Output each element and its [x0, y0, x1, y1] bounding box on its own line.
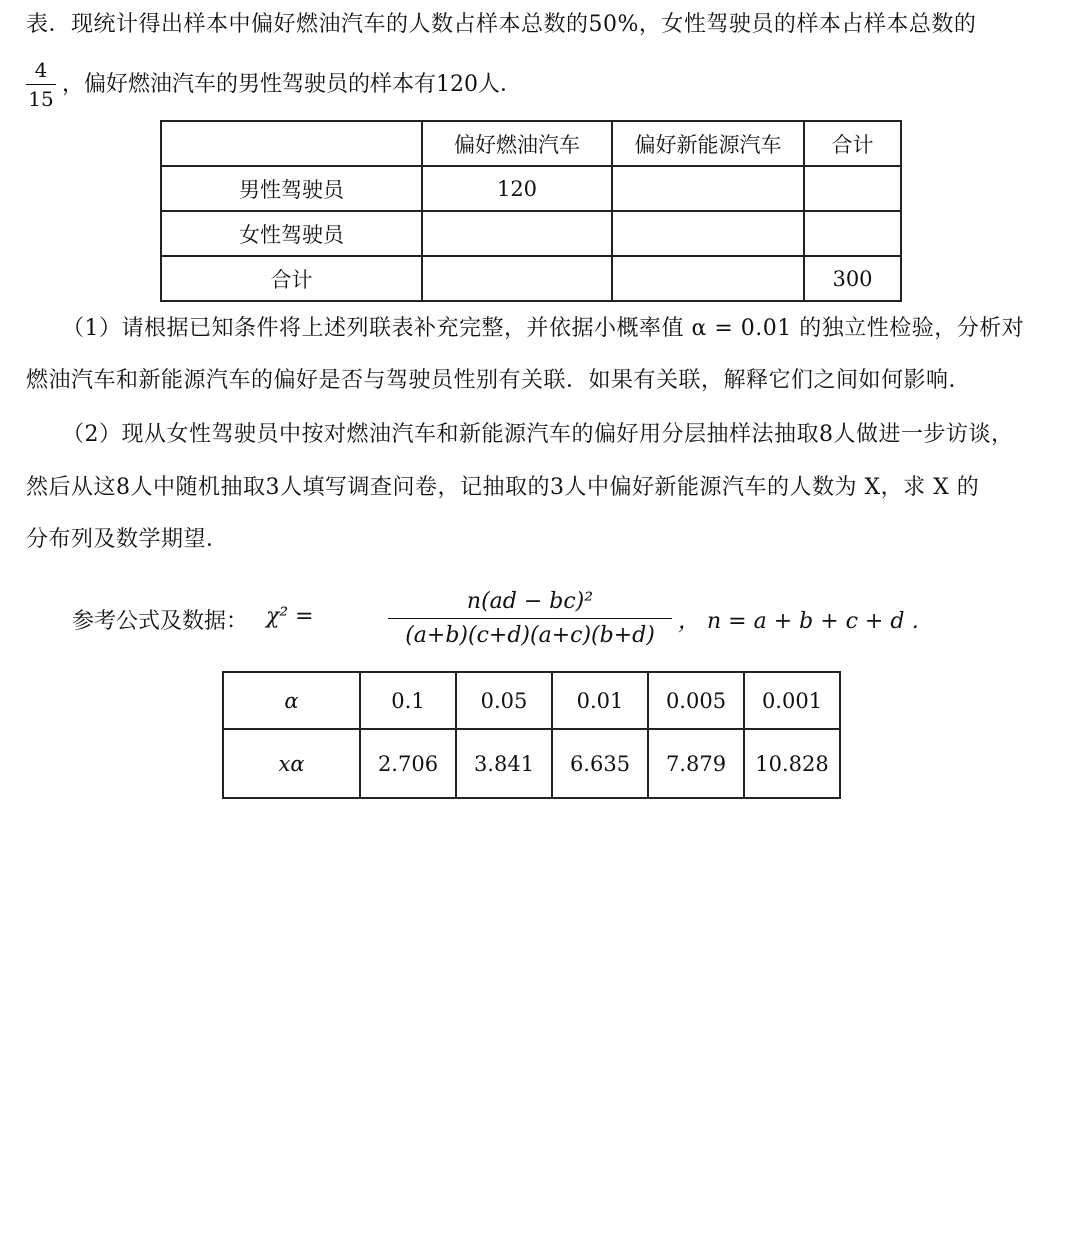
critical-alpha-2: 0.01 [552, 672, 648, 729]
cell-total-label: 合计 [161, 256, 422, 301]
critical-alpha-3: 0.005 [648, 672, 744, 729]
critical-alpha-0: 0.1 [360, 672, 456, 729]
contingency-row-male [161, 166, 901, 211]
cell-male-label: 男性驾驶员 [161, 166, 422, 211]
critical-alpha-label: α [223, 672, 360, 729]
cell-total-ev [612, 256, 804, 301]
critical-value-2: 6.635 [552, 729, 648, 798]
cell-total-total: 300 [804, 256, 901, 301]
critical-value-3: 7.879 [648, 729, 744, 798]
formula-label: 参考公式及数据： [72, 609, 249, 634]
critical-row-x [223, 729, 840, 798]
contingency-header-blank [161, 121, 422, 166]
cell-female-fuel [422, 211, 612, 256]
contingency-row-total [161, 256, 901, 301]
contingency-row-female [161, 211, 901, 256]
cell-male-fuel: 120 [422, 166, 612, 211]
formula-lhs: χ² = [266, 604, 314, 629]
question-2-line-3: 分布列及数学期望． [26, 527, 229, 552]
contingency-header-total: 合计 [804, 121, 901, 166]
intro-line-1: 表．现统计得出样本中偏好燃油汽车的人数占样本总数的50%，女性驾驶员的样本占样本总数的 [26, 12, 977, 37]
cell-female-total [804, 211, 901, 256]
critical-value-0: 2.706 [360, 729, 456, 798]
cell-female-ev [612, 211, 804, 256]
cell-female-label: 女性驾驶员 [161, 211, 422, 256]
question-1-line-2: 燃油汽车和新能源汽车的偏好是否与驾驶员性别有关联．如果有关联，解释它们之间如何影响． [26, 368, 972, 393]
formula-numerator: n(ad − bc)² [388, 588, 672, 619]
critical-value-1: 3.841 [456, 729, 552, 798]
question-2-line-2: 然后从这8人中随机抽取3人填写调查问卷，记抽取的3人中偏好新能源汽车的人数为 X，求 X 的 [26, 475, 980, 500]
critical-alpha-1: 0.05 [456, 672, 552, 729]
contingency-header-fuel: 偏好燃油汽车 [422, 121, 612, 166]
cell-male-total [804, 166, 901, 211]
fraction-four-fifteenths [26, 58, 56, 111]
critical-x-label: xα [223, 729, 360, 798]
contingency-table [160, 120, 902, 302]
critical-value-4: 10.828 [744, 729, 840, 798]
cell-total-fuel [422, 256, 612, 301]
critical-alpha-4: 0.001 [744, 672, 840, 729]
question-2-line-1: （2）现从女性驾驶员中按对燃油汽车和新能源汽车的偏好用分层抽样法抽取8人做进一步访谈， [62, 422, 1014, 447]
intro-line-2: ，偏好燃油汽车的男性驾驶员的样本有120人． [62, 72, 522, 97]
cell-male-ev [612, 166, 804, 211]
contingency-header-ev: 偏好新能源汽车 [612, 121, 804, 166]
fraction-numerator: 4 [26, 58, 56, 85]
formula-denominator: (a+b)(c+d)(a+c)(b+d) [405, 623, 655, 648]
formula-tail: ， n = a + b + c + d ． [678, 609, 934, 634]
contingency-header-row [161, 121, 901, 166]
formula-fraction [388, 588, 672, 651]
question-1-line-1: （1）请根据已知条件将上述列联表补充完整，并依据小概率值 α = 0.01 的独立性检验，分析对 [62, 316, 1025, 341]
fraction-denominator: 15 [28, 87, 54, 111]
critical-row-alpha [223, 672, 840, 729]
critical-value-table [222, 671, 841, 799]
